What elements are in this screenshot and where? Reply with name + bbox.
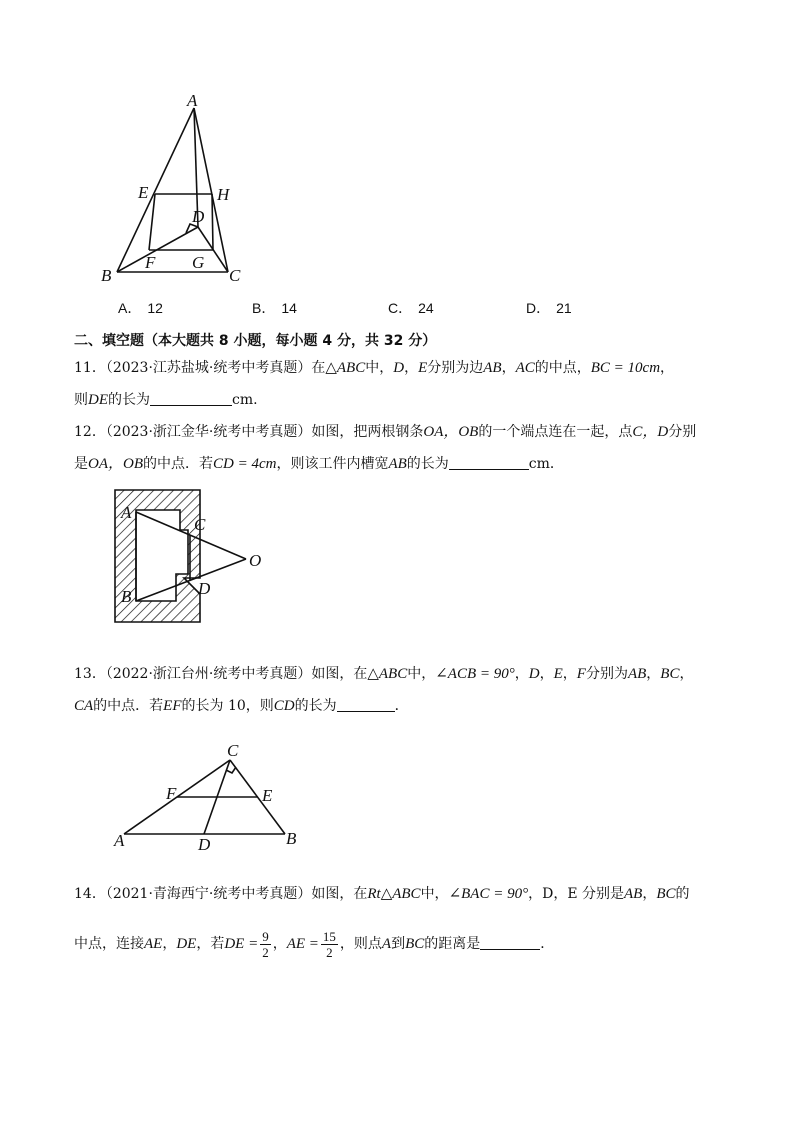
q14-line-1: 14．（2021·青海西宁·统考中考真题）如图，在Rt△ABC中，∠BAC = 90°，D，E 分别是AB，BC的 xyxy=(74,886,690,902)
q12-line-1: 12．（2023·浙江金华·统考中考真题）如图，把两根钢条OA，OB的一个端点连在一起，点C，D分别 xyxy=(74,424,697,440)
label-E: E xyxy=(262,786,273,805)
question-13 xyxy=(74,658,734,722)
label-D: D xyxy=(192,207,205,226)
label-H: H xyxy=(217,185,230,204)
answer-choices xyxy=(118,298,758,318)
fraction-15-2: $\frac{15}{2}$ xyxy=(322,928,336,960)
figure-1 xyxy=(96,88,256,294)
question-number: 13． xyxy=(74,666,106,682)
fraction-9-2: $\frac{9}{2}$ xyxy=(262,928,269,960)
question-12 xyxy=(74,416,734,480)
label-D: D xyxy=(198,835,211,854)
label-D: D xyxy=(198,579,211,598)
label-O: O xyxy=(249,551,262,570)
answer-blank[interactable] xyxy=(480,935,540,950)
answer-blank[interactable] xyxy=(449,455,529,470)
label-B: B xyxy=(101,266,112,285)
question-number: 12． xyxy=(74,424,106,440)
q12-line-2: 是OA，OB的中点．若CD = 4cm，则该工件内槽宽AB的长为 cm． xyxy=(74,456,564,472)
label-B: B xyxy=(121,587,132,606)
choice-c[interactable]: C． 24 xyxy=(388,300,434,316)
label-C: C xyxy=(194,515,206,534)
label-B: B xyxy=(286,829,297,848)
label-E: E xyxy=(138,183,149,202)
label-C: C xyxy=(229,266,241,285)
answer-blank[interactable] xyxy=(150,391,232,406)
label-A: A xyxy=(114,831,125,850)
q11-line-2: 则DE的长为 cm. xyxy=(74,392,258,408)
seg-HG xyxy=(212,194,213,250)
choice-b[interactable]: B． 14 xyxy=(252,300,297,316)
choice-a[interactable]: A． 12 xyxy=(118,300,163,316)
q14-line-2: 中点，连接AE，DE，若DE = $\frac{9}{2}$ ，AE = $\frac{15}{2}$ ，则点A到BC的距离是 ． xyxy=(74,928,555,960)
question-14 xyxy=(74,878,734,964)
section-heading: 二、填空题（本大题共 8 小题，每小题 4 分，共 32 分） xyxy=(74,333,437,349)
label-A: A xyxy=(121,503,132,522)
figure-2 xyxy=(110,484,270,624)
answer-blank[interactable] xyxy=(337,697,395,712)
label-F: F xyxy=(145,253,156,272)
q13-line-2: CA的中点．若EF的长为 10，则CD的长为 ． xyxy=(74,698,409,714)
label-G: G xyxy=(192,253,205,272)
choice-d[interactable]: D． 21 xyxy=(526,300,572,316)
question-number: 14． xyxy=(74,886,106,902)
label-C: C xyxy=(227,741,239,760)
label-F: F xyxy=(166,784,177,803)
seg-AB xyxy=(117,108,194,272)
question-11 xyxy=(74,352,734,416)
q13-line-1: 13．（2022·浙江台州·统考中考真题）如图，在△ABC中，∠ACB = 90°，D，E，F分别为AB，BC， xyxy=(74,666,694,682)
question-number: 11． xyxy=(74,360,106,376)
q11-line-1: 11．（2023·江苏盐城·统考中考真题）在△ABC中，D，E分别为边AB，AC的中点，BC = 10cm， xyxy=(74,360,675,376)
figure-3 xyxy=(108,740,308,856)
label-A: A xyxy=(187,91,198,110)
